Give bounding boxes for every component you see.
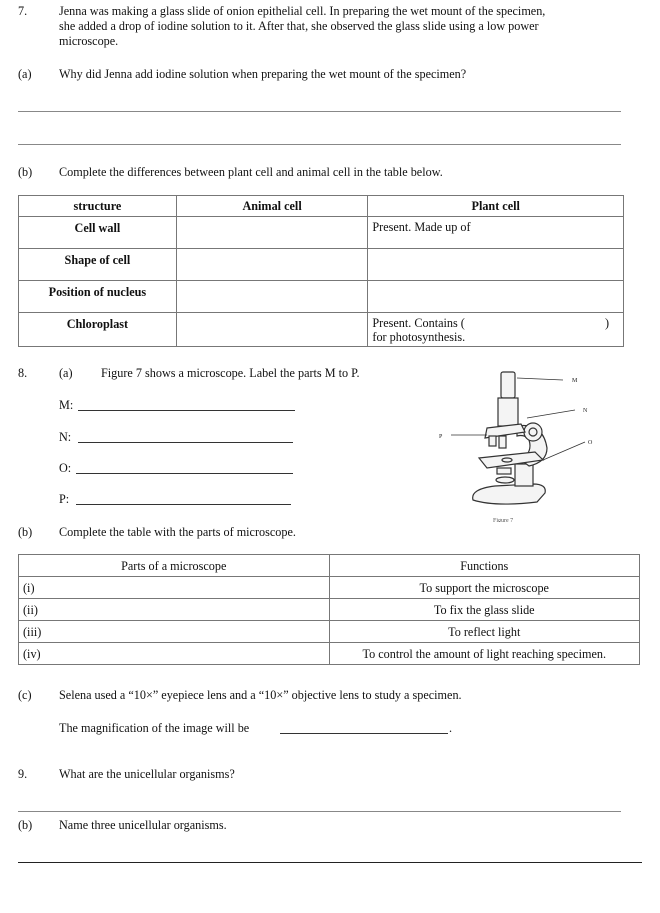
animal-cell-answer[interactable] xyxy=(176,313,368,347)
plant-cell-close-paren: ) xyxy=(604,316,609,330)
figure-label-o: O xyxy=(588,440,593,446)
pointer-line-n xyxy=(527,410,575,418)
part-answer-cell[interactable]: (ii) xyxy=(19,599,330,621)
answer-line-7a-2[interactable] xyxy=(18,144,621,145)
question-8c-text: Selena used a “10×” eyepiece lens and a “10×” objective lens to study a specimen. xyxy=(59,688,462,702)
figure-label-n: N xyxy=(583,408,588,414)
question-9-number: 9. xyxy=(18,767,28,781)
answer-line-magnification[interactable] xyxy=(280,733,448,734)
question-8b-label: (b) xyxy=(18,525,33,539)
table-row xyxy=(19,217,624,249)
objective-lens xyxy=(499,436,506,448)
plant-cell-text-line-2: for photosynthesis. xyxy=(372,330,466,344)
table-row xyxy=(19,313,624,347)
function-cell: To reflect light xyxy=(329,621,640,643)
question-7-intro-line-2: she added a drop of iodine solution to it. After that, she observed the glass slide using a low power xyxy=(59,19,539,33)
header-structure: structure xyxy=(19,196,177,217)
table-row xyxy=(19,249,624,281)
animal-cell-answer[interactable] xyxy=(176,217,368,249)
stage-hole xyxy=(502,458,512,462)
question-8c-label: (c) xyxy=(18,688,32,702)
header-animal-cell: Animal cell xyxy=(176,196,368,217)
question-7a-label: (a) xyxy=(18,67,32,81)
question-9b-text: Name three unicellular organisms. xyxy=(59,818,227,832)
pointer-line-o xyxy=(543,442,585,460)
label-blank-n: N: xyxy=(59,430,72,444)
header-functions: Functions xyxy=(329,555,640,577)
row-structure: Chloroplast xyxy=(19,313,177,347)
function-cell: To fix the glass slide xyxy=(329,599,640,621)
adjustment-knob-inner xyxy=(529,428,537,436)
plant-cell-text: Present. Contains ( xyxy=(372,316,465,330)
answer-line-o[interactable] xyxy=(76,473,293,474)
microscope-figure xyxy=(425,362,610,522)
part-answer-cell[interactable]: (i) xyxy=(19,577,330,599)
table-row xyxy=(19,643,640,665)
header-parts: Parts of a microscope xyxy=(19,555,330,577)
table-row xyxy=(19,621,640,643)
table-row xyxy=(19,577,640,599)
figure-caption: Figure 7 xyxy=(493,518,514,522)
question-8-number: 8. xyxy=(18,366,28,380)
part-answer-cell[interactable]: (iii) xyxy=(19,621,330,643)
cell-comparison-table xyxy=(18,195,624,347)
figure-label-p: P xyxy=(439,434,443,440)
answer-line-9b[interactable] xyxy=(18,862,642,863)
function-cell: To control the amount of light reaching specimen. xyxy=(329,643,640,665)
question-8b-text: Complete the table with the parts of microscope. xyxy=(59,525,296,539)
microscope-parts-table xyxy=(18,554,640,665)
answer-line-p[interactable] xyxy=(76,504,291,505)
answer-line-n[interactable] xyxy=(78,442,293,443)
plant-cell-answer[interactable] xyxy=(368,281,624,313)
plant-cell-answer[interactable]: Present. Made up of xyxy=(368,217,624,249)
microscope-mirror xyxy=(496,477,514,483)
label-blank-o: O: xyxy=(59,461,72,475)
animal-cell-answer[interactable] xyxy=(176,249,368,281)
row-structure: Shape of cell xyxy=(19,249,177,281)
microscope-pillar xyxy=(515,464,533,486)
answer-line-m[interactable] xyxy=(78,410,295,411)
part-answer-cell[interactable]: (iv) xyxy=(19,643,330,665)
question-7-intro-line-1: Jenna was making a glass slide of onion epithelial cell. In preparing the wet mount of the specimen, xyxy=(59,4,546,18)
animal-cell-answer[interactable] xyxy=(176,281,368,313)
objective-lens xyxy=(489,436,496,446)
microscope-body-tube xyxy=(498,398,518,426)
microscope-eyepiece xyxy=(501,372,515,398)
plant-cell-answer[interactable] xyxy=(368,313,624,347)
microscope-base xyxy=(473,484,546,504)
question-7b-text: Complete the differences between plant cell and animal cell in the table below. xyxy=(59,165,443,179)
question-7a-text: Why did Jenna add iodine solution when preparing the wet mount of the specimen? xyxy=(59,67,467,81)
plant-cell-answer[interactable] xyxy=(368,249,624,281)
magnification-prompt: The magnification of the image will be xyxy=(59,721,250,735)
answer-line-7a-1[interactable] xyxy=(18,111,621,112)
row-structure: Cell wall xyxy=(19,217,177,249)
table-header-row xyxy=(19,196,624,217)
header-plant-cell: Plant cell xyxy=(368,196,624,217)
question-9-text: What are the unicellular organisms? xyxy=(59,767,235,781)
question-9b-label: (b) xyxy=(18,818,33,832)
answer-line-9a[interactable] xyxy=(18,811,621,812)
table-row xyxy=(19,281,624,313)
label-blank-m: M: xyxy=(59,398,74,412)
row-structure: Position of nucleus xyxy=(19,281,177,313)
question-7-number: 7. xyxy=(18,4,28,18)
microscope-diaphragm xyxy=(497,468,511,474)
table-row xyxy=(19,599,640,621)
question-7-intro-line-3: microscope. xyxy=(59,34,119,48)
magnification-period: . xyxy=(449,721,453,735)
pointer-line-m xyxy=(517,378,563,380)
function-cell: To support the microscope xyxy=(329,577,640,599)
question-8a-text: Figure 7 shows a microscope. Label the parts M to P. xyxy=(101,366,360,380)
label-blank-p: P: xyxy=(59,492,70,506)
question-8a-label: (a) xyxy=(59,366,73,380)
question-7b-label: (b) xyxy=(18,165,33,179)
figure-label-m: M xyxy=(572,378,578,384)
table-header-row xyxy=(19,555,640,577)
